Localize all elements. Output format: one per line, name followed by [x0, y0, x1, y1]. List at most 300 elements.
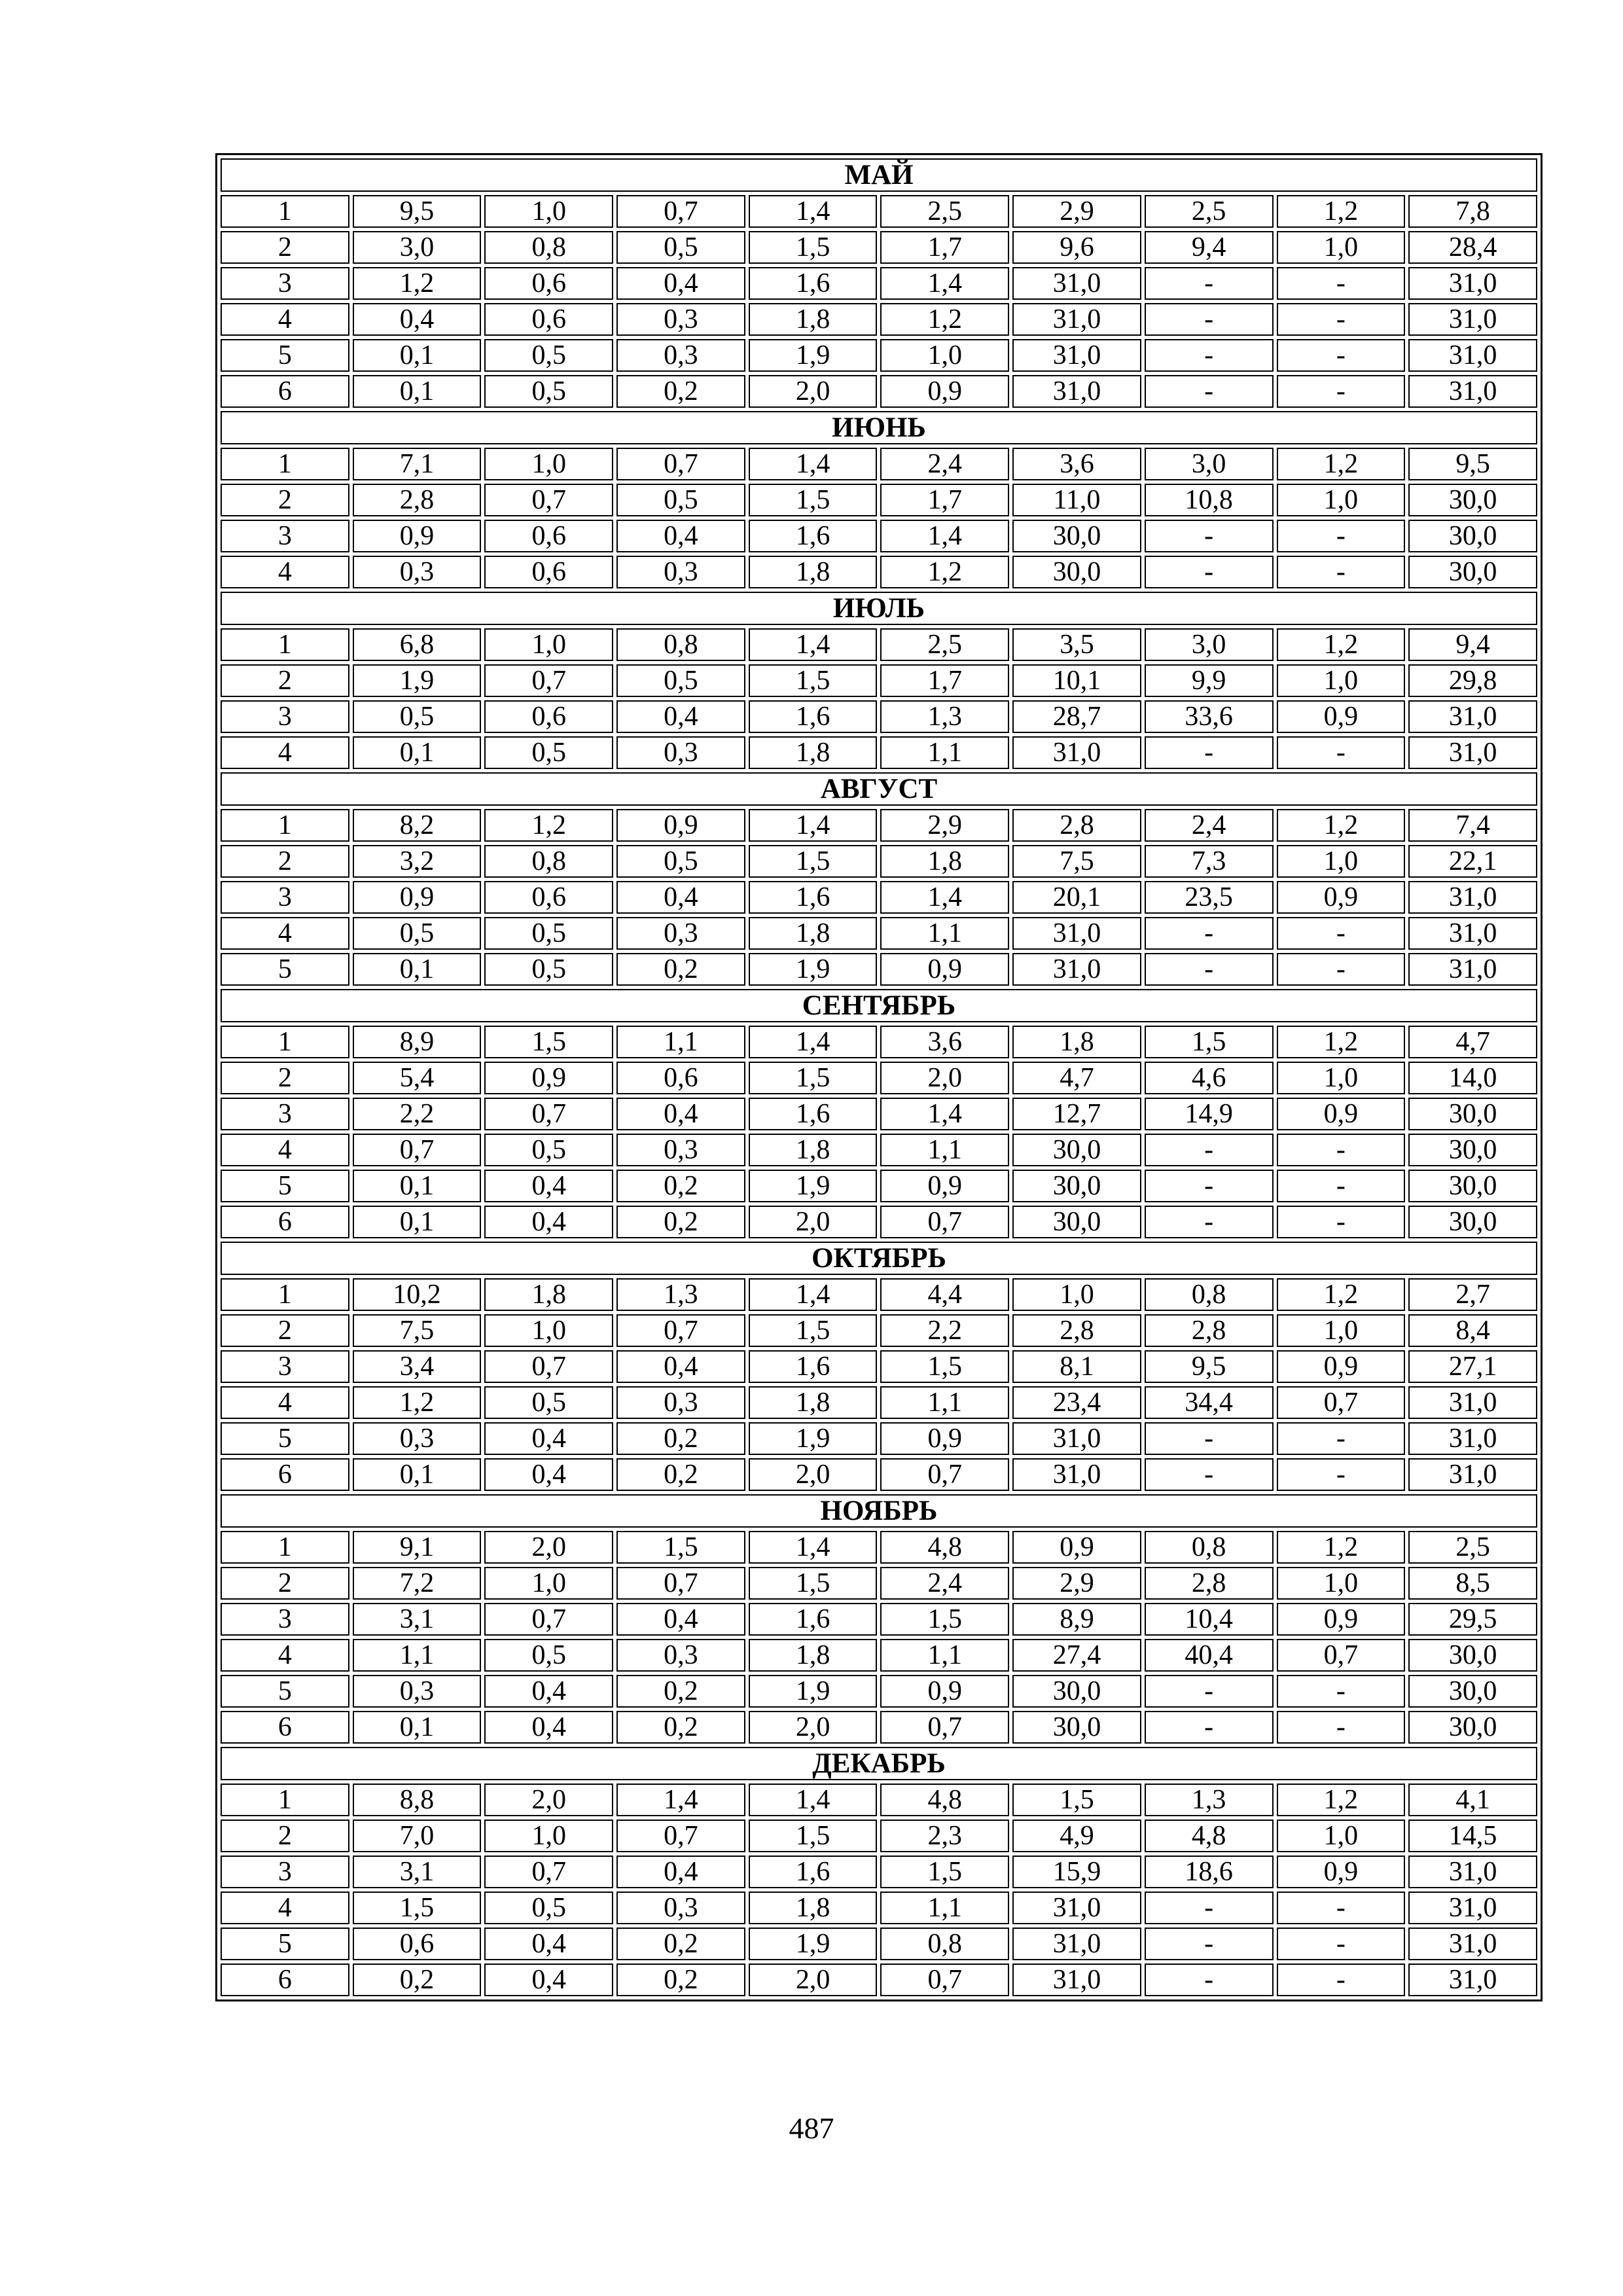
month-header-row — [221, 592, 1537, 625]
table-cell: - — [1145, 953, 1274, 986]
table-cell: 0,5 — [616, 231, 745, 264]
table-cell: 1,4 — [749, 628, 878, 661]
row-number-cell: 6 — [221, 1206, 349, 1238]
table-cell: 0,5 — [484, 917, 613, 950]
table-row — [221, 1062, 1537, 1094]
table-cell: 7,3 — [1145, 845, 1274, 878]
table-cell: 15,9 — [1012, 1856, 1141, 1888]
table-row — [221, 1350, 1537, 1383]
month-header: НОЯБРЬ — [221, 1494, 1537, 1528]
table-cell: - — [1277, 267, 1406, 300]
table-cell: 0,5 — [484, 953, 613, 986]
table-cell: 9,5 — [1145, 1350, 1274, 1383]
table-cell: 2,9 — [1012, 1567, 1141, 1600]
table-cell: 0,7 — [1277, 1386, 1406, 1419]
table-cell: 31,0 — [1408, 339, 1537, 372]
table-cell: 0,9 — [880, 375, 1009, 408]
table-cell: 31,0 — [1012, 953, 1141, 986]
table-cell: 8,4 — [1408, 1314, 1537, 1347]
table-cell: 27,1 — [1408, 1350, 1537, 1383]
table-cell: 1,2 — [880, 556, 1009, 588]
table-cell: 0,4 — [353, 303, 482, 336]
table-cell: 30,0 — [1408, 520, 1537, 552]
table-cell: 1,5 — [749, 484, 878, 516]
table-cell: 1,2 — [1277, 628, 1406, 661]
table-cell: 1,8 — [749, 917, 878, 950]
table-cell: 31,0 — [1012, 339, 1141, 372]
table-cell: 0,5 — [484, 1386, 613, 1419]
table-cell: 0,4 — [484, 1422, 613, 1455]
table-cell: 3,4 — [353, 1350, 482, 1383]
row-number-cell: 4 — [221, 1386, 349, 1419]
table-cell: - — [1277, 1964, 1406, 1996]
table-cell: 2,0 — [749, 1206, 878, 1238]
table-cell: 1,0 — [1277, 1820, 1406, 1852]
table-row — [221, 195, 1537, 228]
table-row — [221, 1314, 1537, 1347]
table-cell: 40,4 — [1145, 1639, 1274, 1672]
table-cell: 0,2 — [616, 1711, 745, 1744]
table-cell: 31,0 — [1408, 1458, 1537, 1491]
table-cell: 0,3 — [616, 1386, 745, 1419]
table-cell: 31,0 — [1408, 736, 1537, 769]
table-cell: 6,8 — [353, 628, 482, 661]
table-row — [221, 1026, 1537, 1058]
table-row — [221, 556, 1537, 588]
table-cell: - — [1145, 375, 1274, 408]
table-cell: 0,7 — [616, 448, 745, 480]
table-cell: 0,5 — [484, 1134, 613, 1166]
row-number-cell: 2 — [221, 1820, 349, 1852]
table-cell: 3,6 — [880, 1026, 1009, 1058]
table-cell: 0,2 — [616, 1675, 745, 1708]
table-cell: 0,9 — [1277, 1350, 1406, 1383]
table-cell: 0,1 — [353, 375, 482, 408]
table-cell: 1,0 — [1277, 664, 1406, 697]
table-cell: 1,0 — [1277, 1567, 1406, 1600]
table-cell: 30,0 — [1408, 484, 1537, 516]
row-number-cell: 6 — [221, 375, 349, 408]
table-cell: 1,4 — [749, 1026, 878, 1058]
table-cell: - — [1145, 1892, 1274, 1924]
table-row — [221, 917, 1537, 950]
table-cell: 1,4 — [749, 1278, 878, 1311]
table-cell: 0,1 — [353, 736, 482, 769]
table-cell: 2,4 — [880, 448, 1009, 480]
row-number-cell: 5 — [221, 1170, 349, 1202]
table-cell: 0,4 — [484, 1964, 613, 1996]
table-cell: 0,4 — [616, 700, 745, 733]
table-cell: 1,8 — [749, 1134, 878, 1166]
table-cell: 1,8 — [880, 845, 1009, 878]
table-row — [221, 1278, 1537, 1311]
table-cell: 31,0 — [1408, 1892, 1537, 1924]
table-cell: 0,1 — [353, 1711, 482, 1744]
table-cell: 0,6 — [484, 520, 613, 552]
table-cell: 0,7 — [353, 1134, 482, 1166]
table-cell: 8,9 — [353, 1026, 482, 1058]
table-cell: 18,6 — [1145, 1856, 1274, 1888]
table-row — [221, 1784, 1537, 1816]
table-cell: 30,0 — [1012, 1711, 1141, 1744]
table-cell: 10,2 — [353, 1278, 482, 1311]
table-row — [221, 1892, 1537, 1924]
table-cell: 31,0 — [1408, 953, 1537, 986]
table-cell: 23,4 — [1012, 1386, 1141, 1419]
table-cell: 1,1 — [880, 1134, 1009, 1166]
table-cell: 0,4 — [484, 1458, 613, 1491]
table-cell: 1,0 — [484, 1314, 613, 1347]
table-cell: 2,0 — [749, 1711, 878, 1744]
table-cell: 1,6 — [749, 520, 878, 552]
table-cell: 0,9 — [616, 809, 745, 842]
table-cell: 31,0 — [1012, 1458, 1141, 1491]
table-cell: 1,4 — [880, 881, 1009, 914]
month-header: СЕНТЯБРЬ — [221, 989, 1537, 1022]
row-number-cell: 4 — [221, 1892, 349, 1924]
table-cell: 31,0 — [1408, 1928, 1537, 1960]
table-cell: 0,2 — [616, 375, 745, 408]
table-cell: 1,4 — [749, 195, 878, 228]
table-cell: 0,4 — [484, 1675, 613, 1708]
table-row — [221, 520, 1537, 552]
table-cell: 9,9 — [1145, 664, 1274, 697]
table-cell: 0,7 — [484, 1098, 613, 1130]
table-cell: 0,2 — [616, 953, 745, 986]
table-cell: 2,5 — [1145, 195, 1274, 228]
row-number-cell: 5 — [221, 1422, 349, 1455]
table-cell: 31,0 — [1408, 1856, 1537, 1888]
table-cell: 2,0 — [749, 1458, 878, 1491]
row-number-cell: 5 — [221, 1675, 349, 1708]
table-cell: 0,4 — [616, 1856, 745, 1888]
month-header-row — [221, 1494, 1537, 1528]
table-cell: 1,5 — [749, 231, 878, 264]
table-cell: 1,9 — [749, 1170, 878, 1202]
table-cell: 1,5 — [616, 1531, 745, 1564]
row-number-cell: 1 — [221, 1278, 349, 1311]
table-cell: 1,9 — [749, 1675, 878, 1708]
table-cell: 1,9 — [749, 339, 878, 372]
table-cell: 0,2 — [616, 1170, 745, 1202]
table-cell: 0,5 — [353, 700, 482, 733]
row-number-cell: 2 — [221, 664, 349, 697]
row-number-cell: 3 — [221, 881, 349, 914]
table-cell: 1,5 — [1012, 1784, 1141, 1816]
table-cell: 0,6 — [484, 881, 613, 914]
table-body — [221, 158, 1537, 1996]
table-cell: 22,1 — [1408, 845, 1537, 878]
table-cell: 0,1 — [353, 953, 482, 986]
table-cell: 1,5 — [880, 1603, 1009, 1636]
table-cell: 1,4 — [749, 1531, 878, 1564]
table-cell: - — [1277, 1458, 1406, 1491]
table-cell: 4,9 — [1012, 1820, 1141, 1852]
table-cell: 31,0 — [1408, 917, 1537, 950]
table-cell: 10,4 — [1145, 1603, 1274, 1636]
table-cell: 1,5 — [749, 1314, 878, 1347]
table-cell: 0,8 — [616, 628, 745, 661]
table-cell: 0,9 — [880, 1170, 1009, 1202]
table-cell: 1,5 — [749, 845, 878, 878]
table-cell: 0,4 — [484, 1711, 613, 1744]
table-row — [221, 1206, 1537, 1238]
table-cell: 0,7 — [880, 1206, 1009, 1238]
table-cell: 4,8 — [880, 1784, 1009, 1816]
table-cell: 0,8 — [880, 1928, 1009, 1960]
table-cell: 1,2 — [484, 809, 613, 842]
table-cell: 3,2 — [353, 845, 482, 878]
table-cell: 1,0 — [484, 448, 613, 480]
table-row — [221, 1928, 1537, 1960]
table-cell: 1,2 — [880, 303, 1009, 336]
row-number-cell: 3 — [221, 520, 349, 552]
table-cell: 1,1 — [616, 1026, 745, 1058]
table-cell: 0,4 — [484, 1170, 613, 1202]
table-cell: 11,0 — [1012, 484, 1141, 516]
table-cell: 1,2 — [1277, 809, 1406, 842]
table-cell: 0,7 — [616, 1820, 745, 1852]
table-cell: 5,4 — [353, 1062, 482, 1094]
table-cell: 30,0 — [1012, 556, 1141, 588]
table-row — [221, 1711, 1537, 1744]
table-cell: 30,0 — [1012, 1134, 1141, 1166]
table-cell: 1,1 — [880, 917, 1009, 950]
table-cell: 0,7 — [484, 664, 613, 697]
table-cell: 0,2 — [616, 1964, 745, 1996]
table-cell: 2,5 — [880, 195, 1009, 228]
table-cell: 14,5 — [1408, 1820, 1537, 1852]
table-cell: 30,0 — [1408, 1711, 1537, 1744]
table-cell: 0,5 — [484, 736, 613, 769]
table-cell: 2,5 — [880, 628, 1009, 661]
table-cell: 0,7 — [616, 195, 745, 228]
table-cell: 7,2 — [353, 1567, 482, 1600]
table-cell: 0,7 — [484, 484, 613, 516]
table-cell: 1,7 — [880, 664, 1009, 697]
table-cell: 0,3 — [353, 1675, 482, 1708]
table-cell: 4,1 — [1408, 1784, 1537, 1816]
table-cell: - — [1277, 1422, 1406, 1455]
table-cell: 1,1 — [353, 1639, 482, 1672]
table-cell: 2,8 — [353, 484, 482, 516]
table-cell: 0,3 — [616, 1892, 745, 1924]
table-cell: 7,0 — [353, 1820, 482, 1852]
table-row — [221, 339, 1537, 372]
table-cell: - — [1145, 1134, 1274, 1166]
table-cell: 1,1 — [880, 736, 1009, 769]
table-cell: 30,0 — [1408, 556, 1537, 588]
table-cell: 1,9 — [353, 664, 482, 697]
table-cell: 31,0 — [1408, 1422, 1537, 1455]
table-cell: 1,2 — [1277, 1784, 1406, 1816]
table-cell: 1,6 — [749, 1350, 878, 1383]
table-cell: - — [1277, 339, 1406, 372]
table-cell: 3,0 — [1145, 628, 1274, 661]
table-cell: 3,5 — [1012, 628, 1141, 661]
table-cell: 9,4 — [1408, 628, 1537, 661]
table-cell: - — [1277, 736, 1406, 769]
table-cell: 0,4 — [616, 1350, 745, 1383]
row-number-cell: 6 — [221, 1964, 349, 1996]
table-cell: 28,4 — [1408, 231, 1537, 264]
table-cell: 1,5 — [749, 1567, 878, 1600]
table-cell: 0,1 — [353, 1458, 482, 1491]
table-cell: - — [1277, 303, 1406, 336]
table-cell: 0,7 — [484, 1350, 613, 1383]
table-cell: 8,1 — [1012, 1350, 1141, 1383]
table-cell: 0,9 — [880, 1422, 1009, 1455]
table-cell: - — [1145, 556, 1274, 588]
table-row — [221, 267, 1537, 300]
month-header: ОКТЯБРЬ — [221, 1242, 1537, 1275]
table-cell: 1,4 — [880, 1098, 1009, 1130]
row-number-cell: 6 — [221, 1711, 349, 1744]
table-cell: 0,3 — [616, 303, 745, 336]
table-cell: 9,5 — [353, 195, 482, 228]
table-cell: 31,0 — [1012, 1422, 1141, 1455]
table-cell: 0,8 — [484, 845, 613, 878]
row-number-cell: 4 — [221, 556, 349, 588]
table-cell: 31,0 — [1012, 736, 1141, 769]
table-cell: 0,5 — [484, 1892, 613, 1924]
table-cell: 1,0 — [880, 339, 1009, 372]
table-cell: 28,7 — [1012, 700, 1141, 733]
table-cell: 2,3 — [880, 1820, 1009, 1852]
table-row — [221, 375, 1537, 408]
table-cell: 7,5 — [353, 1314, 482, 1347]
table-row — [221, 1603, 1537, 1636]
table-cell: 1,8 — [749, 1639, 878, 1672]
table-cell: 1,8 — [1012, 1026, 1141, 1058]
table-cell: 0,1 — [353, 339, 482, 372]
table-cell: 31,0 — [1408, 267, 1537, 300]
table-cell: 0,7 — [484, 1856, 613, 1888]
table-cell: 0,3 — [353, 1422, 482, 1455]
table-cell: 0,4 — [616, 1603, 745, 1636]
table-cell: 2,8 — [1012, 809, 1141, 842]
table-row — [221, 1098, 1537, 1130]
table-cell: 7,8 — [1408, 195, 1537, 228]
table-cell: 1,6 — [749, 1603, 878, 1636]
table-cell: 12,7 — [1012, 1098, 1141, 1130]
table-cell: 2,0 — [484, 1531, 613, 1564]
table-cell: 0,5 — [484, 375, 613, 408]
table-cell: 0,2 — [616, 1422, 745, 1455]
table-cell: 0,8 — [1145, 1278, 1274, 1311]
table-row — [221, 1458, 1537, 1491]
table-cell: - — [1277, 1928, 1406, 1960]
table-cell: 31,0 — [1012, 375, 1141, 408]
table-row — [221, 628, 1537, 661]
table-cell: 1,6 — [749, 1098, 878, 1130]
table-cell: 0,9 — [1277, 881, 1406, 914]
table-cell: 0,9 — [484, 1062, 613, 1094]
table-row — [221, 1675, 1537, 1708]
table-row — [221, 1170, 1537, 1202]
table-cell: 0,4 — [616, 881, 745, 914]
table-cell: 4,8 — [1145, 1820, 1274, 1852]
table-cell: 4,6 — [1145, 1062, 1274, 1094]
table-cell: 1,4 — [749, 809, 878, 842]
table-row — [221, 1856, 1537, 1888]
table-cell: 30,0 — [1408, 1134, 1537, 1166]
table-cell: 1,9 — [749, 1928, 878, 1960]
table-cell: 0,3 — [616, 736, 745, 769]
table-cell: 1,1 — [880, 1639, 1009, 1672]
table-cell: 1,5 — [484, 1026, 613, 1058]
table-row — [221, 1820, 1537, 1852]
table-cell: 0,2 — [616, 1458, 745, 1491]
table-cell: 0,4 — [616, 520, 745, 552]
row-number-cell: 3 — [221, 1350, 349, 1383]
table-cell: 0,5 — [484, 339, 613, 372]
table-cell: 2,5 — [1408, 1531, 1537, 1564]
month-header: АВГУСТ — [221, 772, 1537, 806]
table-cell: 10,1 — [1012, 664, 1141, 697]
row-number-cell: 1 — [221, 1531, 349, 1564]
table-cell: 0,1 — [353, 1206, 482, 1238]
table-cell: 31,0 — [1012, 917, 1141, 950]
table-cell: 31,0 — [1408, 303, 1537, 336]
table-cell: 1,8 — [749, 1386, 878, 1419]
table-cell: 1,5 — [749, 1062, 878, 1094]
row-number-cell: 3 — [221, 267, 349, 300]
table-cell: 0,8 — [484, 231, 613, 264]
table-cell: 0,3 — [616, 556, 745, 588]
table-cell: 30,0 — [1012, 520, 1141, 552]
table-cell: - — [1277, 953, 1406, 986]
table-cell: - — [1145, 303, 1274, 336]
table-cell: 0,4 — [484, 1206, 613, 1238]
row-number-cell: 2 — [221, 1314, 349, 1347]
table-cell: - — [1145, 1206, 1274, 1238]
table-cell: 0,6 — [616, 1062, 745, 1094]
table-cell: 0,5 — [484, 1639, 613, 1672]
table-cell: 0,9 — [353, 520, 482, 552]
table-cell: 2,0 — [880, 1062, 1009, 1094]
row-number-cell: 4 — [221, 303, 349, 336]
table-cell: - — [1145, 520, 1274, 552]
table-cell: 0,9 — [880, 1675, 1009, 1708]
table-cell: 3,0 — [353, 231, 482, 264]
table-cell: 1,8 — [484, 1278, 613, 1311]
month-header: ИЮЛЬ — [221, 592, 1537, 625]
table-cell: 0,7 — [1277, 1639, 1406, 1672]
table-cell: 2,8 — [1145, 1314, 1274, 1347]
month-header: ИЮНЬ — [221, 411, 1537, 444]
table-cell: 0,9 — [1277, 1856, 1406, 1888]
table-cell: 1,4 — [880, 267, 1009, 300]
table-row — [221, 700, 1537, 733]
table-cell: 1,9 — [749, 953, 878, 986]
table-cell: 0,3 — [353, 556, 482, 588]
row-number-cell: 3 — [221, 1098, 349, 1130]
table-row — [221, 1964, 1537, 1996]
table-row — [221, 231, 1537, 264]
table-cell: 33,6 — [1145, 700, 1274, 733]
table-cell: 2,7 — [1408, 1278, 1537, 1311]
row-number-cell: 3 — [221, 700, 349, 733]
table-cell: 3,1 — [353, 1603, 482, 1636]
table-cell: - — [1277, 1675, 1406, 1708]
table-row — [221, 1134, 1537, 1166]
table-cell: 31,0 — [1012, 1892, 1141, 1924]
table-cell: 14,9 — [1145, 1098, 1274, 1130]
table-cell: 31,0 — [1012, 303, 1141, 336]
table-cell: 9,4 — [1145, 231, 1274, 264]
table-cell: 0,6 — [484, 303, 613, 336]
